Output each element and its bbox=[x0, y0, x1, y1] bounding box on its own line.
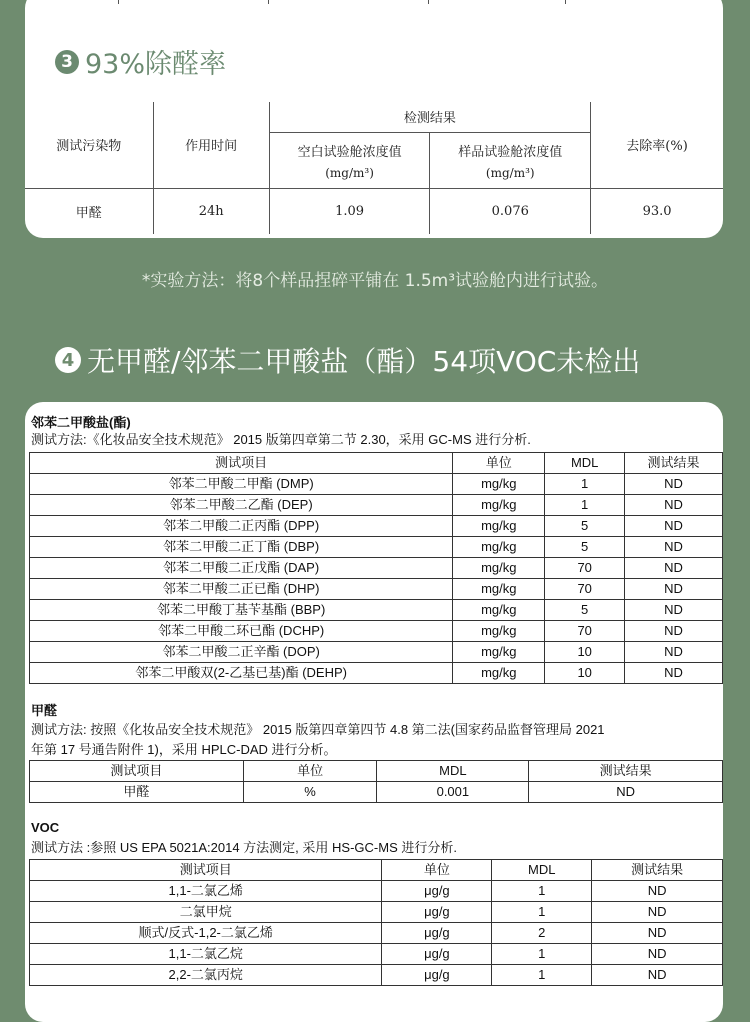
table-row bbox=[30, 965, 723, 986]
table-row bbox=[30, 663, 723, 684]
unit-text: mg/m³ bbox=[490, 165, 530, 180]
table-row bbox=[30, 621, 723, 642]
table-row bbox=[30, 642, 723, 663]
table-row bbox=[30, 516, 723, 537]
table-cell: 邻苯二甲酸二正已酯 (DHP) bbox=[30, 579, 453, 600]
voc-title: VOC bbox=[31, 820, 60, 835]
table-cell: 甲醛 bbox=[30, 782, 244, 803]
table-cell: 1 bbox=[492, 965, 592, 986]
header-time: 作用时间 bbox=[153, 102, 269, 188]
table-cell: ND bbox=[625, 495, 723, 516]
table-cell: 1 bbox=[492, 881, 592, 902]
experiment-note: *实验方法：将8个样品捏碎平铺在 1.5m³试验舱内进行试验。 bbox=[141, 271, 609, 291]
test-report-card bbox=[25, 402, 723, 1022]
phthalate-title: 邻苯二甲酸盐(酯) bbox=[31, 415, 131, 430]
column-header: 单位 bbox=[382, 860, 492, 881]
column-header: MDL bbox=[545, 453, 625, 474]
table-cell: μg/g bbox=[382, 923, 492, 944]
cell-pollutant: 甲醛 bbox=[75, 205, 102, 221]
table-row bbox=[30, 881, 723, 902]
table-cell: ND bbox=[592, 965, 723, 986]
table-cell: ND bbox=[625, 579, 723, 600]
table-cell: ND bbox=[592, 923, 723, 944]
column-header: 单位 bbox=[243, 761, 377, 782]
header-sample-unit: (mg/m³) bbox=[485, 165, 535, 180]
header-sample bbox=[430, 132, 591, 188]
formaldehyde-table bbox=[29, 760, 723, 803]
column-header: MDL bbox=[377, 761, 529, 782]
table-cell: 10 bbox=[545, 642, 625, 663]
table-cell: 1,1-二氯乙烷 bbox=[30, 944, 382, 965]
table-cell: 邻苯二甲酸二正辛酯 (DOP) bbox=[30, 642, 453, 663]
table-cell: 邻苯二甲酸双(2-乙基已基)酯 (DEHP) bbox=[30, 663, 453, 684]
table-cell: 邻苯二甲酸二乙酯 (DEP) bbox=[30, 495, 453, 516]
table-cell: mg/kg bbox=[453, 516, 545, 537]
table-cell: % bbox=[243, 782, 377, 803]
table-header-row bbox=[30, 453, 723, 474]
table-cell: ND bbox=[625, 663, 723, 684]
header-pollutant: 测试污染物 bbox=[25, 102, 153, 188]
table-row bbox=[30, 600, 723, 621]
table-cell: ND bbox=[592, 944, 723, 965]
table-row bbox=[30, 782, 723, 803]
table-row bbox=[30, 902, 723, 923]
table-cell: 0.001 bbox=[377, 782, 529, 803]
voc-method: 测试方法 :参照 US EPA 5021A:2014 方法测定, 采用 HS-GC-MS 进行分析. bbox=[31, 840, 457, 855]
section4-title: 无甲醛/邻苯二甲酸盐（酯）54项VOC未检出 bbox=[87, 345, 641, 378]
table-cell: 70 bbox=[545, 579, 625, 600]
table-cell: 5 bbox=[545, 600, 625, 621]
table-row bbox=[30, 495, 723, 516]
table-cell: 邻苯二甲酸二正丁酯 (DBP) bbox=[30, 537, 453, 558]
table-cell: 70 bbox=[545, 558, 625, 579]
table-cell: mg/kg bbox=[453, 495, 545, 516]
removal-rate-card bbox=[25, 0, 723, 238]
table-cell: 2 bbox=[492, 923, 592, 944]
header-rate: 去除率(%) bbox=[591, 102, 723, 188]
table-cell: μg/g bbox=[382, 902, 492, 923]
table-cell: ND bbox=[625, 621, 723, 642]
table-cell: mg/kg bbox=[453, 474, 545, 495]
header-blank bbox=[269, 132, 430, 188]
header-blank-unit: (mg/m³) bbox=[325, 165, 374, 180]
table-cell: 10 bbox=[545, 663, 625, 684]
table-cell: mg/kg bbox=[453, 600, 545, 621]
table-cell: 二氯甲烷 bbox=[30, 902, 382, 923]
table-cell: μg/g bbox=[382, 965, 492, 986]
table-cell: 邻苯二甲酸丁基苄基酯 (BBP) bbox=[30, 600, 453, 621]
table-cell: 70 bbox=[545, 621, 625, 642]
section3-heading bbox=[55, 42, 226, 81]
table-cell: ND bbox=[625, 474, 723, 495]
table-cell: 顺式/反式-1,2-二氯乙烯 bbox=[30, 923, 382, 944]
table-cell: 1 bbox=[492, 902, 592, 923]
table-row bbox=[25, 188, 723, 234]
section3-number-badge: 3 bbox=[55, 50, 79, 74]
column-header: 测试结果 bbox=[625, 453, 723, 474]
table-row bbox=[30, 537, 723, 558]
section4-heading bbox=[55, 340, 640, 380]
column-header: 测试项目 bbox=[30, 860, 382, 881]
header-results-group: 检测结果 bbox=[269, 102, 590, 132]
table-cell: mg/kg bbox=[453, 558, 545, 579]
cropped-table-edge bbox=[25, 0, 723, 4]
header-sample-label: 样品试验舱浓度值 bbox=[458, 144, 563, 160]
table-cell: μg/g bbox=[382, 881, 492, 902]
table-cell: 5 bbox=[545, 516, 625, 537]
table-cell: ND bbox=[625, 600, 723, 621]
section3-title: 93%除醛率 bbox=[85, 49, 227, 80]
column-header: 测试项目 bbox=[30, 453, 453, 474]
table-header-row bbox=[30, 761, 723, 782]
section4-number-badge: 4 bbox=[55, 347, 81, 373]
table-cell: 1,1-二氯乙烯 bbox=[30, 881, 382, 902]
column-header: 测试结果 bbox=[529, 761, 723, 782]
table-cell: mg/kg bbox=[453, 579, 545, 600]
table-cell: 1 bbox=[492, 944, 592, 965]
header-blank-label: 空白试验舱浓度值 bbox=[297, 144, 402, 160]
removal-rate-table bbox=[25, 102, 723, 234]
table-cell: 1 bbox=[545, 474, 625, 495]
voc-table bbox=[29, 859, 723, 986]
table-cell: ND bbox=[625, 516, 723, 537]
table-cell: ND bbox=[625, 537, 723, 558]
table-cell: mg/kg bbox=[453, 621, 545, 642]
formaldehyde-method-line1: 测试方法: 按照《化妆品安全技术规范》 2015 版第四章第四节 4.8 第二法(国家药品监督管理局 2021 bbox=[31, 722, 605, 737]
table-row bbox=[30, 579, 723, 600]
table-cell: 5 bbox=[545, 537, 625, 558]
table-cell: ND bbox=[592, 902, 723, 923]
column-header: 测试项目 bbox=[30, 761, 244, 782]
column-header: 测试结果 bbox=[592, 860, 723, 881]
table-cell: mg/kg bbox=[453, 537, 545, 558]
table-cell: 1 bbox=[545, 495, 625, 516]
column-header: MDL bbox=[492, 860, 592, 881]
unit-text: mg/m³ bbox=[329, 165, 370, 180]
column-header: 单位 bbox=[453, 453, 545, 474]
table-cell: 邻苯二甲酸二甲酯 (DMP) bbox=[30, 474, 453, 495]
table-cell: ND bbox=[592, 881, 723, 902]
table-cell: ND bbox=[529, 782, 723, 803]
table-cell: 2,2-二氯丙烷 bbox=[30, 965, 382, 986]
table-cell: ND bbox=[625, 558, 723, 579]
table-row bbox=[30, 923, 723, 944]
cell-sample: 0.076 bbox=[430, 188, 591, 234]
table-cell: 邻苯二甲酸二环已酯 (DCHP) bbox=[30, 621, 453, 642]
phthalate-table bbox=[29, 452, 723, 684]
table-row bbox=[30, 558, 723, 579]
phthalate-method: 测试方法:《化妆品安全技术规范》 2015 版第四章第二节 2.30，采用 GC-MS 进行分析. bbox=[31, 432, 531, 447]
cell-rate: 93.0 bbox=[591, 188, 723, 234]
formaldehyde-title: 甲醛 bbox=[31, 703, 58, 718]
table-cell: μg/g bbox=[382, 944, 492, 965]
table-row bbox=[30, 944, 723, 965]
formaldehyde-method-line2: 年第 17 号通告附件 1)，采用 HPLC-DAD 进行分析。 bbox=[31, 742, 337, 757]
table-cell: 邻苯二甲酸二正丙酯 (DPP) bbox=[30, 516, 453, 537]
cell-time: 24h bbox=[153, 188, 269, 234]
table-row bbox=[30, 474, 723, 495]
table-cell: mg/kg bbox=[453, 663, 545, 684]
table-cell: ND bbox=[625, 642, 723, 663]
table-cell: 邻苯二甲酸二正戊酯 (DAP) bbox=[30, 558, 453, 579]
table-cell: mg/kg bbox=[453, 642, 545, 663]
table-header-row bbox=[30, 860, 723, 881]
cell-blank: 1.09 bbox=[269, 188, 430, 234]
